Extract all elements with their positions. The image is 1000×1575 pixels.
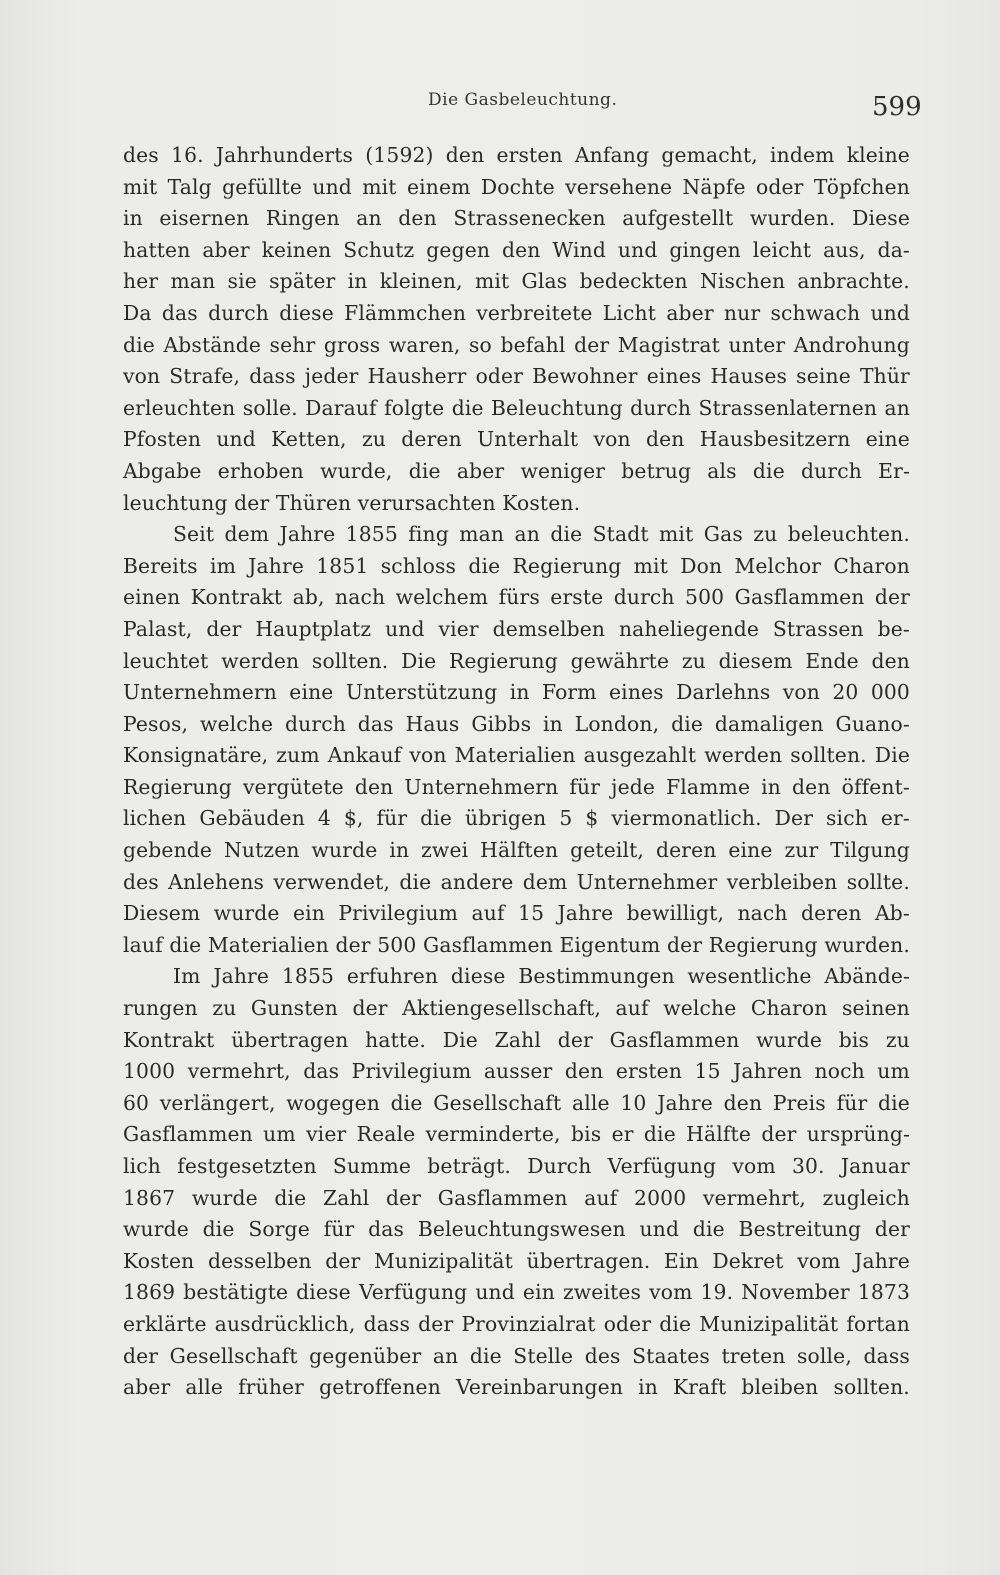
text-line: einen Kontrakt ab, nach welchem fürs erste durch 500 Gasflammen der <box>123 585 910 610</box>
text-line: 1867 wurde die Zahl der Gasflammen auf 2000 vermehrt, zugleich <box>123 1185 910 1210</box>
text-line: Pfosten und Ketten, zu deren Unterhalt von den Hausbesitzern eine <box>123 427 910 452</box>
text-line: von Strafe, dass jeder Hausherr oder Bewohner eines Hauses seine Thür <box>123 364 910 389</box>
text-line: Kontrakt übertragen hatte. Die Zahl der Gasflammen wurde bis zu <box>123 1027 910 1052</box>
text-line: lichen Gebäuden 4 $, für die übrigen 5 $ viermonatlich. Der sich er- <box>123 806 910 831</box>
running-title: Die Gasbeleuchtung. <box>428 90 618 110</box>
text-line: lauf die Materialien der 500 Gasflammen Eigentum der Regierung wurden. <box>123 932 910 957</box>
text-line: 1000 vermehrt, das Privilegium ausser den ersten 15 Jahren noch um <box>123 1059 910 1084</box>
text-line: mit Talg gefüllte und mit einem Dochte versehene Näpfe oder Töpfchen <box>123 174 910 199</box>
text-line: 1869 bestätigte diese Verfügung und ein zweites vom 19. November 1873 <box>123 1280 910 1305</box>
text-line: der Gesellschaft gegenüber an die Stelle des Staates treten solle, dass <box>123 1343 910 1368</box>
text-line: erklärte ausdrücklich, dass der Provinzialrat oder die Munizipalität fortan <box>123 1311 910 1336</box>
text-line: leuchtung der Thüren verursachten Kosten. <box>123 490 581 515</box>
text-line: Im Jahre 1855 erfuhren diese Bestimmungen wesentliche Abände- <box>173 964 910 989</box>
text-line: rungen zu Gunsten der Aktiengesellschaft, auf welche Charon seinen <box>123 996 910 1021</box>
text-line: lich festgesetzten Summe beträgt. Durch Verfügung vom 30. Januar <box>123 1154 910 1178</box>
text-line: die Abstände sehr gross waren, so befahl der Magistrat unter Androhung <box>123 332 910 357</box>
text-line: wurde die Sorge für das Beleuchtungswesen und die Bestreitung der <box>123 1217 910 1242</box>
body-text <box>123 140 910 1404</box>
text-line: Da das durch diese Flämmchen verbreitete Licht aber nur schwach und <box>123 300 910 325</box>
text-line: des 16. Jahrhunderts (1592) den ersten Anfang gemacht, indem kleine <box>123 143 910 167</box>
text-line: Unternehmern eine Unterstützung in Form eines Darlehns von 20 000 <box>123 680 910 705</box>
text-line: in eisernen Ringen an den Strassenecken aufgestellt wurden. Diese <box>123 206 910 231</box>
text-line: Konsignatäre, zum Ankauf von Materialien ausgezahlt werden sollten. Die <box>123 743 910 768</box>
text-line: Abgabe erhoben wurde, die aber weniger betrug als die durch Er- <box>123 458 910 483</box>
text-line: 60 verlängert, wogegen die Gesellschaft alle 10 Jahre den Preis für die <box>123 1090 910 1115</box>
text-line: Diesem wurde ein Privilegium auf 15 Jahre bewilligt, nach deren Ab- <box>123 901 910 926</box>
text-line: her man sie später in kleinen, mit Glas bedeckten Nischen anbrachte. <box>123 269 910 294</box>
text-line: Pesos, welche durch das Haus Gibbs in London, die damaligen Guano- <box>123 711 910 736</box>
text-line: Kosten desselben der Munizipalität übertragen. Ein Dekret vom Jahre <box>123 1248 910 1273</box>
text-line: Seit dem Jahre 1855 fing man an die Stadt mit Gas zu beleuchten. <box>173 522 910 547</box>
text-line: Regierung vergütete den Unternehmern für jede Flamme in den öffent- <box>123 774 910 799</box>
text-line: gebende Nutzen wurde in zwei Hälften geteilt, deren eine zur Tilgung <box>123 838 910 863</box>
text-line: hatten aber keinen Schutz gegen den Wind und gingen leicht aus, da- <box>123 237 910 262</box>
text-line: Gasflammen um vier Reale verminderte, bis er die Hälfte der ursprüng- <box>123 1122 910 1147</box>
text-line: des Anlehens verwendet, die andere dem Unternehmer verbleiben sollte. <box>123 869 910 894</box>
text-line: aber alle früher getroffenen Vereinbarungen in Kraft bleiben sollten. <box>123 1375 910 1400</box>
text-line: Bereits im Jahre 1851 schloss die Regierung mit Don Melchor Charon <box>123 553 910 578</box>
text-line: Palast, der Hauptplatz und vier demselben naheliegende Strassen be- <box>123 616 910 641</box>
text-line: leuchtet werden sollten. Die Regierung gewährte zu diesem Ende den <box>123 648 910 673</box>
text-line: erleuchten solle. Darauf folgte die Beleuchtung durch Strassenlaternen an <box>123 395 910 420</box>
page-number: 599 <box>872 92 922 122</box>
